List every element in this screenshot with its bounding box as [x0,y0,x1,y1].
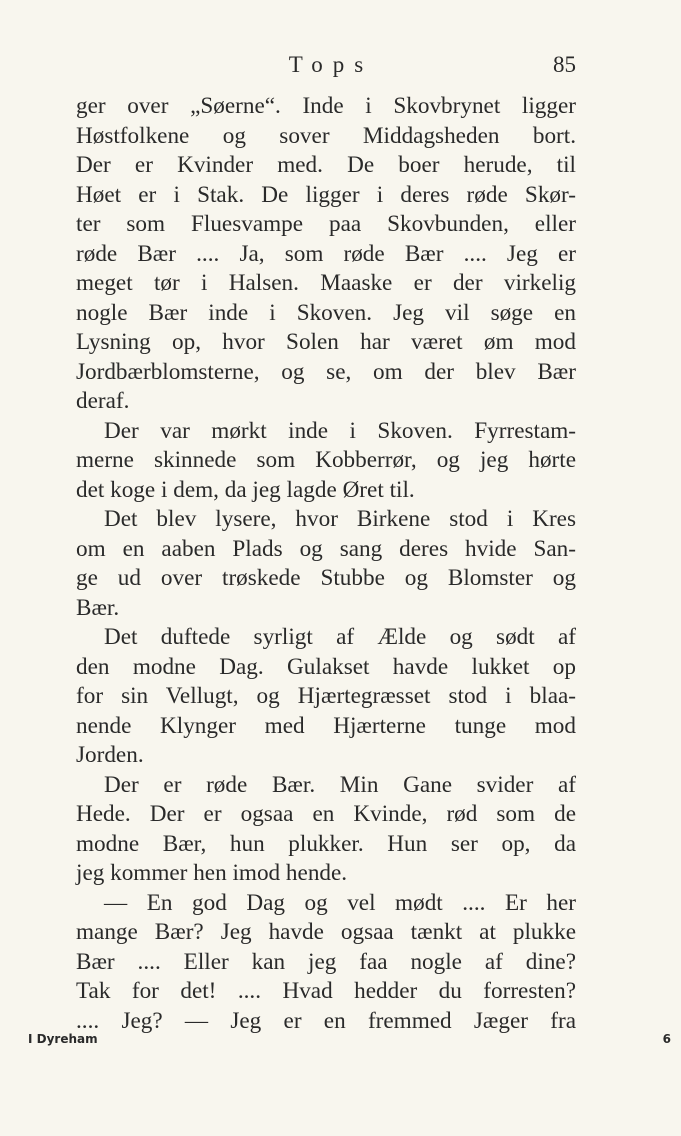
body-text [76,92,576,1036]
text-line: mange Bær? Jeg havde ogsaa tænkt at plukke [76,919,576,945]
text-line: — En god Dag og vel mødt .... Er her [104,889,576,916]
text-line: Jorden. [76,742,144,768]
text-line: Tak for det! .... Hvad hedder du forresten? [76,978,576,1004]
running-head [76,52,576,92]
text-line: ge ud over trøskede Stubbe og Blomster og [76,565,576,591]
text-line: om en aaben Plads og sang deres hvide San- [76,535,576,562]
text-line: Bær. [76,594,120,621]
text-line: meget tør i Halsen. Maaske er der virkelig [76,270,576,296]
text-line: for sin Vellugt, og Hjærtegræsset stod i blaa- [76,683,576,709]
page-number: 85 [553,52,576,77]
book-page [76,52,576,1036]
text-line: nende Klynger med Hjærterne tunge mod [76,712,576,739]
text-line: ter som Fluesvampe paa Skovbunden, eller [76,211,576,237]
text-line: modne Bær, hun plukker. Hun ser op, da [76,830,576,857]
text-line: .... Jeg? — Jeg er en fremmed Jæger fra [76,1007,576,1034]
text-line: Det blev lysere, hvor Birkene stod i Kres [104,506,576,532]
running-title: Tops [288,52,374,77]
text-line: jeg kommer hen imod hende. [76,860,348,886]
text-line: merne skinnede som Kobberrør, og jeg hørte [76,447,576,473]
text-line: Lysning op, hvor Solen har været øm mod [76,329,576,355]
text-line: deraf. [76,388,130,414]
text-line: Der er Kvinder med. De boer herude, til [76,152,576,178]
text-line: Hede. Der er ogsaa en Kvinde, rød som de [76,801,576,827]
text-line: Bær .... Eller kan jeg faa nogle af dine? [76,948,576,975]
text-line: den modne Dag. Gulakset havde lukket op [76,653,576,680]
text-line: ger over „Søerne“. Inde i Skovbrynet ligger [76,93,576,119]
text-line: Jordbærblomsterne, og se, om der blev Bær [76,358,576,385]
text-line: Der var mørkt inde i Skoven. Fyrrestam- [104,417,576,444]
text-line: det koge i dem, da jeg lagde Øret til. [76,476,415,503]
text-line: nogle Bær inde i Skoven. Jeg vil søge en [76,299,576,326]
text-line: Det duftede syrligt af Ælde og sødt af [104,624,576,650]
signature-mark-right: 6 [662,1032,671,1046]
text-line: Høstfolkene og sover Middagsheden bort. [76,122,576,149]
text-line: røde Bær .... Ja, som røde Bær .... Jeg er [76,240,576,267]
text-line: Der er røde Bær. Min Gane svider af [104,771,576,798]
signature-mark-left: I Dyreham [28,1032,98,1046]
text-line: Høet er i Stak. De ligger i deres røde Skør- [76,181,576,208]
